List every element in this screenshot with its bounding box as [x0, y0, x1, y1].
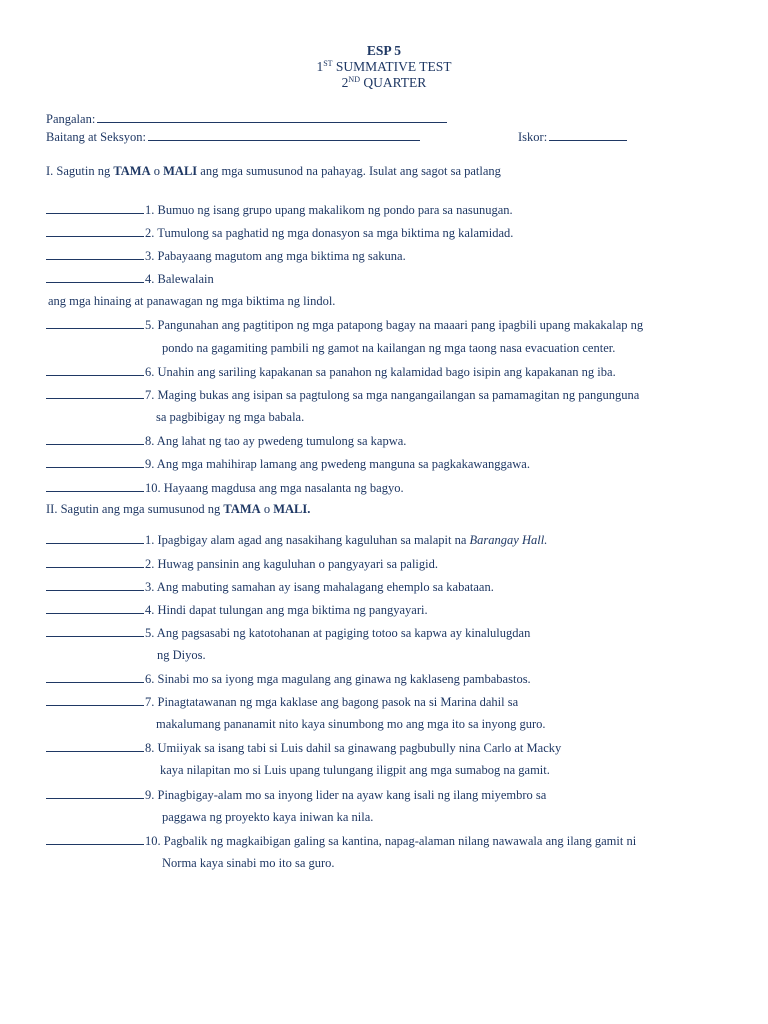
- answer-blank[interactable]: [46, 456, 144, 468]
- item-number: 9.: [145, 457, 155, 471]
- item-text: Unahin ang sariling kapakanan sa panahon ng kalamidad bago isipin ang kapakanan ng iba.: [154, 365, 616, 379]
- part2-item-6: [46, 671, 531, 687]
- item-number: 5.: [145, 626, 155, 640]
- item-number: 4.: [145, 603, 155, 617]
- item-text: Hindi dapat tulungan ang mga biktima ng pangyayari.: [154, 603, 428, 617]
- tama-word: TAMA: [223, 502, 261, 516]
- item-text: Hayaang magdusa ang mga nasalanta ng bagyo.: [160, 481, 404, 495]
- item-number: 10.: [145, 481, 161, 495]
- item-number: 2.: [145, 557, 155, 571]
- item-number: 6.: [145, 672, 155, 686]
- item-number: 1.: [145, 203, 155, 217]
- part2-item-7-cont: makalumang pananamit nito kaya sinumbong mo ang mga ito sa inyong guro.: [156, 717, 546, 731]
- item-text: Ipagbigay alam agad ang nasakihang kaguluhan sa malapit na: [154, 533, 470, 547]
- item-number: 8.: [145, 434, 155, 448]
- section-label: Baitang at Seksyon:: [46, 130, 146, 144]
- answer-blank[interactable]: [46, 602, 144, 614]
- answer-blank[interactable]: [46, 833, 144, 845]
- item-text: Pangunahan ang pagtitipon ng mga patapong bagay na maaari pang ipagbili upang makakalap ng: [154, 318, 644, 332]
- quarter-number: 2: [341, 75, 349, 90]
- part1-item-6: [46, 364, 616, 380]
- answer-blank[interactable]: [46, 740, 144, 752]
- item-text: Sinabi mo sa iyong mga magulang ang ginawa ng kaklaseng pambabastos.: [154, 672, 531, 686]
- item-number: 3.: [145, 249, 155, 263]
- name-row: [46, 111, 447, 127]
- item-text: Pinagtatawanan ng mga kaklase ang bagong pasok na si Marina dahil sa: [154, 695, 519, 709]
- part1-item-10: [46, 480, 404, 496]
- answer-blank[interactable]: [46, 671, 144, 683]
- part1-instruction: [46, 164, 501, 179]
- part2-item-8: [46, 740, 561, 756]
- item-number: 4.: [145, 272, 155, 286]
- part2-item-10: [46, 833, 636, 849]
- part1-item-9: [46, 456, 530, 472]
- answer-blank[interactable]: [46, 787, 144, 799]
- item-text: Ang mga mahihirap lamang ang pwedeng manguna sa pagkakawanggawa.: [154, 457, 530, 471]
- answer-blank[interactable]: [46, 202, 144, 214]
- tama-word: TAMA: [113, 164, 151, 178]
- part2-instruction: [46, 502, 310, 517]
- item-text: Pagbalik ng magkaibigan galing sa kantina, napag-alaman nilang nawawala ang ilang gamit ni: [160, 834, 637, 848]
- item-number: 10.: [145, 834, 161, 848]
- quarter-label: QUARTER: [359, 75, 427, 90]
- answer-blank[interactable]: [46, 433, 144, 445]
- answer-blank[interactable]: [46, 248, 144, 260]
- item-text: Tumulong sa paghatid ng mga donasyon sa mga biktima ng kalamidad.: [154, 226, 514, 240]
- mali-word: MALI: [163, 164, 198, 178]
- part1-item-3: [46, 248, 406, 264]
- part2-item-4: [46, 602, 428, 618]
- part2-item-3: [46, 579, 494, 595]
- part2-item-2: [46, 556, 438, 572]
- part1-item-7: [46, 387, 639, 403]
- part1-item-7-cont: sa pagbibigay ng mga babala.: [156, 410, 305, 424]
- part1-item-4-cont: ang mga hinaing at panawagan ng mga biktima ng lindol.: [48, 294, 336, 308]
- section-row: [46, 129, 420, 145]
- answer-blank[interactable]: [46, 317, 144, 329]
- part2-item-7: [46, 694, 518, 710]
- answer-blank[interactable]: [46, 625, 144, 637]
- part1-item-4: [46, 271, 214, 287]
- item-number: 5.: [145, 318, 155, 332]
- item-number: 9.: [145, 788, 155, 802]
- part2-item-8-cont: kaya nilapitan mo si Luis upang tulungang iligpit ang mga sumabog na gamit.: [160, 763, 550, 777]
- part2-instr-text: II. Sagutin ang mga sumusunod ng: [46, 502, 224, 516]
- answer-blank[interactable]: [46, 225, 144, 237]
- quarter-title: [0, 75, 768, 91]
- or-word: o: [260, 502, 274, 516]
- item-text: Pinagbigay-alam mo sa inyong lider na ayaw kang isali ng ilang miyembro sa: [154, 788, 547, 802]
- section-field[interactable]: [148, 129, 420, 141]
- item-number: 7.: [145, 388, 155, 402]
- answer-blank[interactable]: [46, 556, 144, 568]
- part2-item-5-cont: ng Diyos.: [157, 648, 206, 662]
- score-label: Iskor:: [518, 130, 548, 144]
- barangay-hall-text: Barangay Hall.: [469, 533, 548, 547]
- item-text: Maging bukas ang isipan sa pagtulong sa mga nangangailangan sa pamamagitan ng pangunguna: [154, 388, 640, 402]
- answer-blank[interactable]: [46, 579, 144, 591]
- or-word: o: [150, 164, 164, 178]
- part2-item-5: [46, 625, 530, 641]
- score-row: [518, 129, 627, 145]
- item-number: 8.: [145, 741, 155, 755]
- answer-blank[interactable]: [46, 271, 144, 283]
- part2-item-9-cont: paggawa ng proyekto kaya iniwan ka nila.: [162, 810, 374, 824]
- item-text: Umiiyak sa isang tabi si Luis dahil sa ginawang pagbubully nina Carlo at Macky: [154, 741, 562, 755]
- part1-item-5-cont: pondo na gagamiting pambili ng gamot na kailangan ng mga taong nasa evacuation center.: [162, 341, 616, 355]
- item-text: Ang pagsasabi ng katotohanan at pagiging totoo sa kapwa ay kinalulugdan: [154, 626, 531, 640]
- name-field[interactable]: [97, 111, 447, 123]
- item-number: 3.: [145, 580, 155, 594]
- part2-item-1: [46, 532, 547, 548]
- item-number: 2.: [145, 226, 155, 240]
- name-label: Pangalan:: [46, 112, 96, 126]
- answer-blank[interactable]: [46, 480, 144, 492]
- item-text: Ang mabuting samahan ay isang mahalagang ehemplo sa kabataan.: [154, 580, 494, 594]
- test-label: SUMMATIVE TEST: [332, 59, 452, 74]
- item-number: 7.: [145, 695, 155, 709]
- mali-word: MALI.: [273, 502, 311, 516]
- answer-blank[interactable]: [46, 694, 144, 706]
- item-text: Huwag pansinin ang kaguluhan o pangyayari sa paligid.: [154, 557, 438, 571]
- part2-item-9: [46, 787, 546, 803]
- test-title: [0, 59, 768, 75]
- part2-item-10-cont: Norma kaya sinabi mo ito sa guro.: [162, 856, 335, 870]
- item-text: Pabayaang magutom ang mga biktima ng sakuna.: [154, 249, 406, 263]
- test-number: 1: [316, 59, 324, 74]
- part1-item-1: [46, 202, 513, 218]
- part1-instr-text: I. Sagutin ng: [46, 164, 114, 178]
- part1-instr-rest: ang mga sumusunod na pahayag. Isulat ang sagot sa patlang: [197, 164, 501, 178]
- answer-blank[interactable]: [46, 387, 144, 399]
- part1-item-5: [46, 317, 643, 333]
- item-text: Balewalain: [154, 272, 214, 286]
- item-number: 1.: [145, 533, 155, 547]
- test-ordinal: ST: [323, 59, 333, 68]
- item-text: Ang lahat ng tao ay pwedeng tumulong sa kapwa.: [154, 434, 407, 448]
- score-field[interactable]: [549, 129, 627, 141]
- item-text: Bumuo ng isang grupo upang makalikom ng pondo para sa nasunugan.: [154, 203, 513, 217]
- quarter-ordinal: ND: [348, 75, 360, 84]
- part1-item-8: [46, 433, 406, 449]
- answer-blank[interactable]: [46, 364, 144, 376]
- worksheet-header: [0, 43, 768, 91]
- subject-title: ESP 5: [366, 43, 402, 58]
- item-number: 6.: [145, 365, 155, 379]
- answer-blank[interactable]: [46, 532, 144, 544]
- part1-item-2: [46, 225, 513, 241]
